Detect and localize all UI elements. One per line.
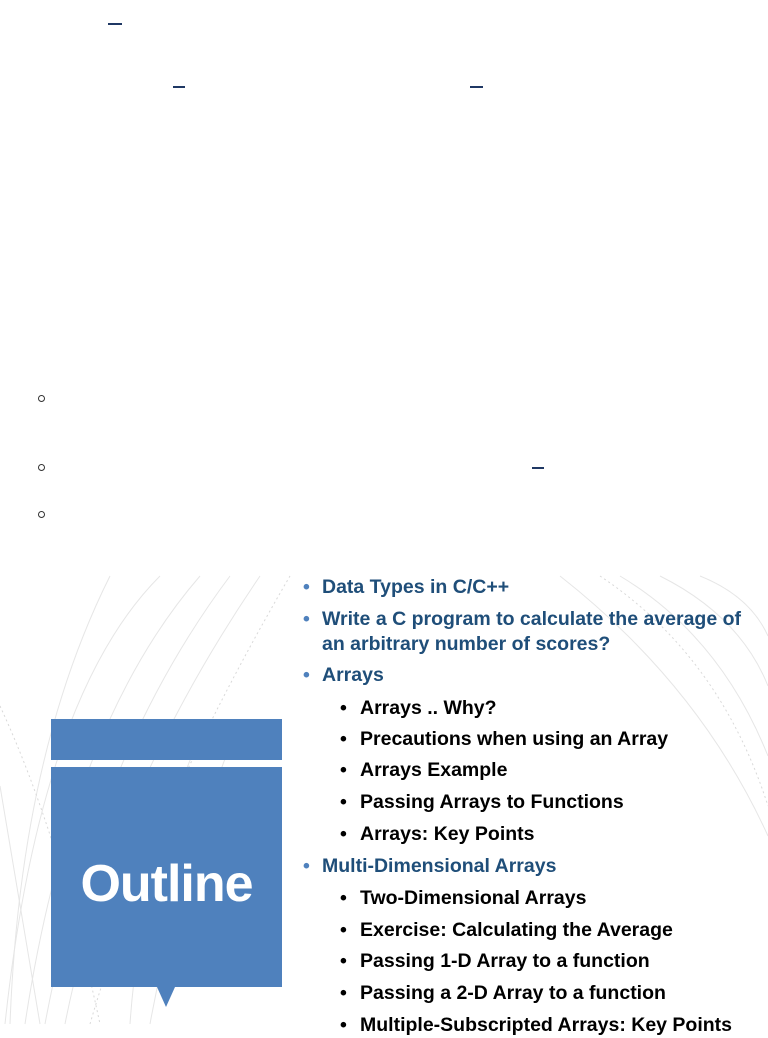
sub-list-item: • Two-Dimensional Arrays [340, 887, 587, 909]
list-item: • Arrays [303, 664, 384, 686]
bullet-icon: • [340, 919, 347, 941]
sub-list-item: • Arrays .. Why? [340, 697, 497, 719]
sub-list-item: • Exercise: Calculating the Average [340, 919, 673, 941]
bullet-icon: • [340, 697, 347, 719]
underline-dash [532, 467, 544, 469]
circle-bullet-icon [38, 395, 45, 402]
bullet-icon: • [303, 576, 310, 598]
sub-list-item: • Passing Arrays to Functions [340, 791, 624, 813]
underline-dash [108, 23, 122, 25]
sub-list-item: • Precautions when using an Array [340, 728, 669, 750]
slide-title: Outline [80, 855, 253, 913]
circle-bullet-icon [38, 511, 45, 518]
outline-slide [0, 576, 768, 1036]
list-item-continuation: an arbitrary number of scores? [322, 633, 611, 655]
circle-bullet-icon [38, 464, 45, 471]
bullet-icon: • [340, 791, 347, 813]
bullet-icon: • [303, 664, 310, 686]
list-item: • Multi-Dimensional Arrays [303, 855, 557, 877]
sub-list-item: • Arrays: Key Points [340, 823, 535, 845]
bullet-icon: • [340, 950, 347, 972]
bullet-icon: • [303, 608, 310, 630]
bullet-icon: • [303, 855, 310, 877]
list-item: • Data Types in C/C++ [303, 576, 510, 598]
bullet-icon: • [340, 823, 347, 845]
bullet-icon: • [340, 982, 347, 1004]
list-item: • Write a C program to calculate the average of [303, 608, 742, 630]
bullet-icon: • [340, 887, 347, 909]
underline-dash [470, 86, 483, 88]
sub-list-item: • Multiple-Subscripted Arrays: Key Points [340, 1014, 733, 1036]
bullet-icon: • [340, 1014, 347, 1036]
sub-list-item: • Arrays Example [340, 759, 508, 781]
sub-list-item: • Passing 1-D Array to a function [340, 950, 650, 972]
bullet-icon: • [340, 728, 347, 750]
bullet-icon: • [340, 759, 347, 781]
underline-dash [173, 86, 185, 88]
sub-list-item: • Passing a 2-D Array to a function [340, 982, 666, 1004]
title-accent-strip [51, 719, 282, 760]
title-box-pointer [157, 987, 175, 1007]
